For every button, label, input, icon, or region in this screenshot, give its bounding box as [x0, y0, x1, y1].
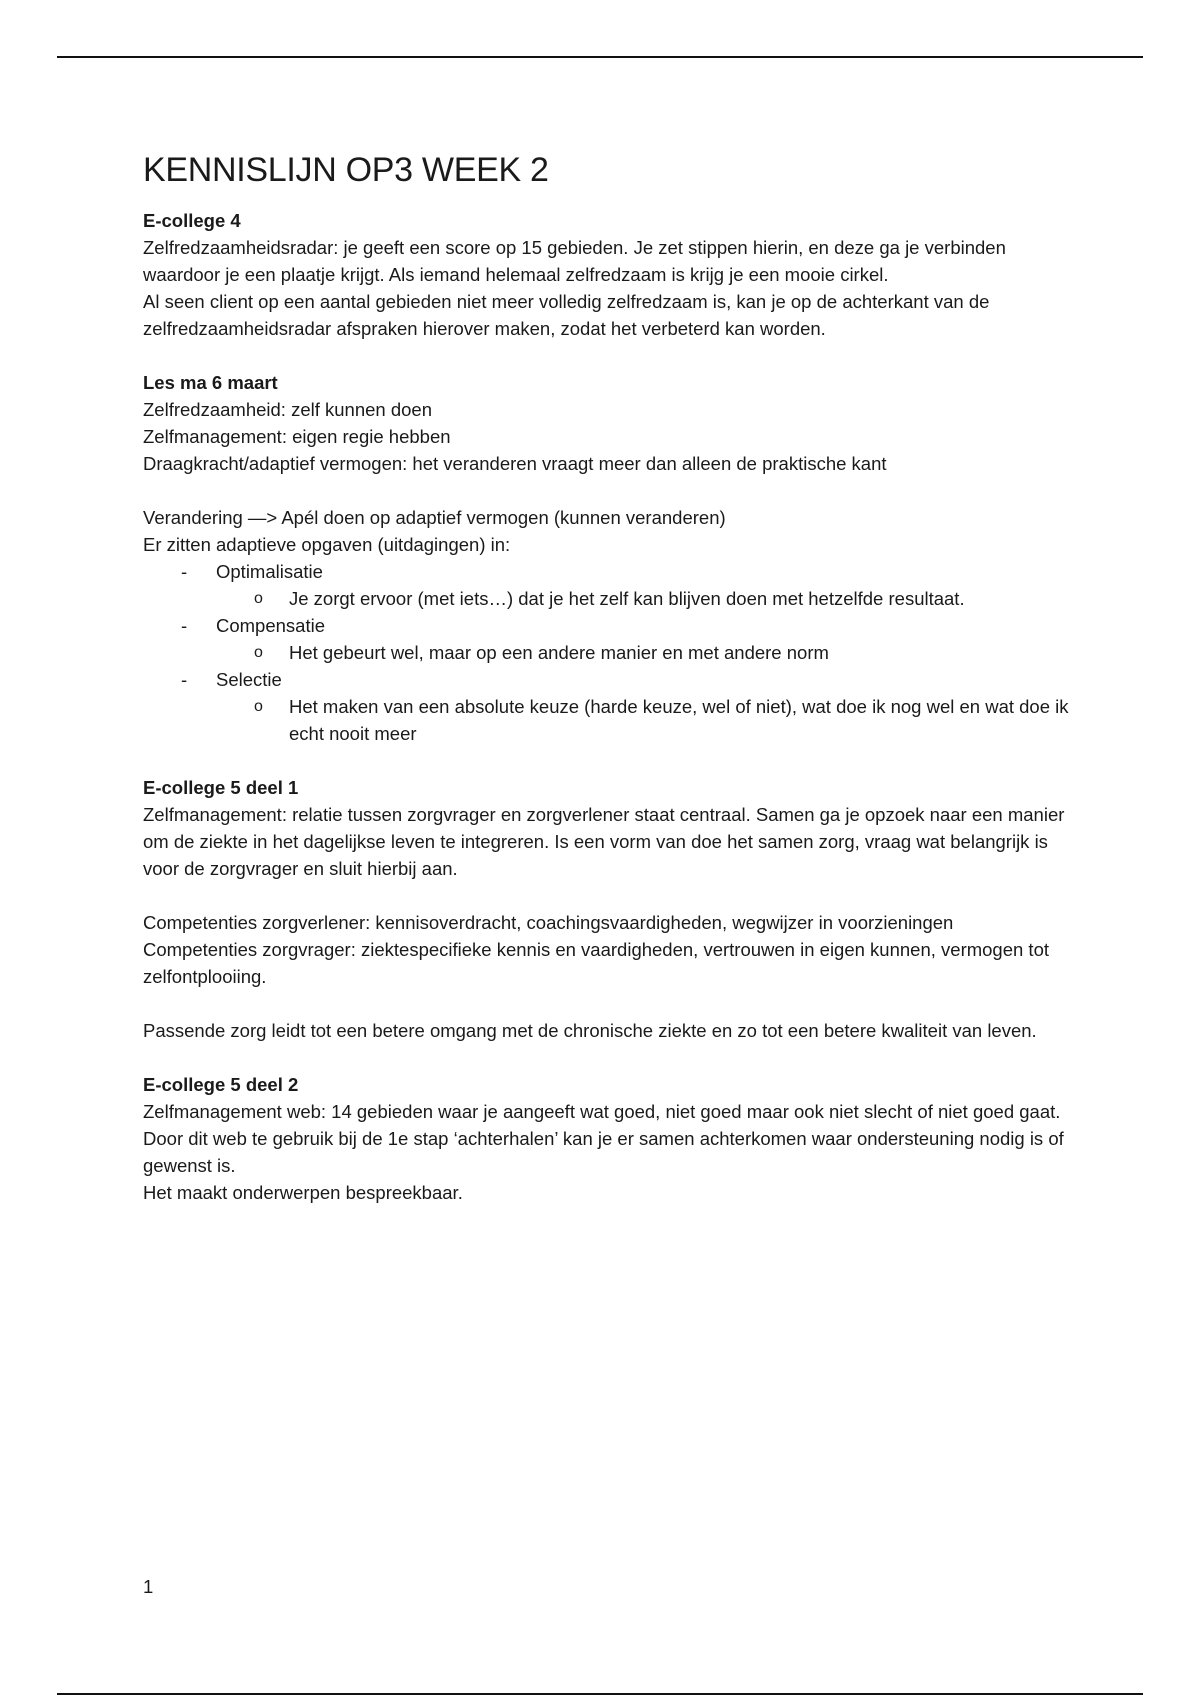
section-heading: E-college 4: [143, 210, 241, 231]
page-number: 1: [143, 1576, 154, 1597]
paragraph: Draagkracht/adaptief vermogen: het veranderen vraagt meer dan alleen de praktische kant: [143, 453, 887, 474]
paragraph: Het maakt onderwerpen bespreekbaar.: [143, 1182, 463, 1203]
section-heading: E-college 5 deel 2: [143, 1074, 299, 1095]
section-ecollege-4: [143, 207, 1073, 342]
adaptive-tasks-list: [143, 558, 1073, 747]
paragraph: Passende zorg leidt tot een betere omgang met de chronische ziekte en zo tot een betere kwaliteit van leven.: [143, 1020, 1037, 1041]
sub-list-item: [216, 693, 1073, 747]
header-rule: [57, 56, 1143, 58]
paragraph: Verandering —> Apél doen op adaptief vermogen (kunnen veranderen): [143, 507, 726, 528]
dash-bullet-icon: -: [181, 669, 188, 690]
list-item-label: Optimalisatie: [216, 561, 323, 582]
document-title: KENNISLIJN OP3 WEEK 2: [143, 151, 549, 189]
list-item: [143, 558, 1073, 612]
section-ecollege-5-deel-1: [143, 774, 1073, 1044]
circle-bullet-icon: o: [254, 644, 263, 661]
paragraph: Er zitten adaptieve opgaven (uitdagingen) in:: [143, 534, 511, 555]
list-item: [143, 612, 1073, 666]
blank-line: [143, 990, 1073, 1017]
list-item: [143, 666, 1073, 747]
list-item-label: Compensatie: [216, 615, 326, 636]
circle-bullet-icon: o: [254, 698, 263, 715]
section-ecollege-5-deel-2: [143, 1071, 1073, 1206]
paragraph: Zelfmanagement web: 14 gebieden waar je aangeeft wat goed, niet goed maar ook niet slecht of niet goed gaat. Door dit web te gebruik bij de 1e stap ‘achterhalen’ kan je er samen achterkomen waar ondersteuning nodig is of gewenst is.: [143, 1101, 1064, 1176]
page-content: [143, 148, 1073, 1233]
sub-list: [216, 639, 1073, 666]
sub-list-item-text: Het gebeurt wel, maar op een andere manier en met andere norm: [289, 642, 829, 663]
paragraph: Zelfredzaamheid: zelf kunnen doen: [143, 399, 432, 420]
paragraph: Competenties zorgvrager: ziektespecifieke kennis en vaardigheden, vertrouwen in eigen kunnen, vermogen tot zelfontplooiing.: [143, 939, 1050, 987]
sub-list-item-text: Het maken van een absolute keuze (harde keuze, wel of niet), wat doe ik nog wel en wat doe ik echt nooit meer: [289, 696, 1069, 744]
list-item-label: Selectie: [216, 669, 282, 690]
paragraph: Zelfredzaamheidsradar: je geeft een score op 15 gebieden. Je zet stippen hierin, en deze ga je verbinden waardoor je een plaatje krijgt. Als iemand helemaal zelfredzaam is krijg je een mooie cirkel.: [143, 237, 1006, 285]
blank-line: [143, 882, 1073, 909]
paragraph: Zelfmanagement: eigen regie hebben: [143, 426, 451, 447]
section-verandering: [143, 504, 1073, 747]
dash-bullet-icon: -: [181, 561, 188, 582]
footer-rule: [57, 1693, 1143, 1695]
section-heading: E-college 5 deel 1: [143, 777, 299, 798]
paragraph: Competenties zorgverlener: kennisoverdracht, coachingsvaardigheden, wegwijzer in voorzieningen: [143, 912, 954, 933]
paragraph: Al seen client op een aantal gebieden niet meer volledig zelfredzaam is, kan je op de achterkant van de zelfredzaamheidsradar afspraken hierover maken, zodat het verbeterd kan worden.: [143, 291, 990, 339]
section-les-ma-6-maart: [143, 369, 1073, 477]
circle-bullet-icon: o: [254, 590, 263, 607]
section-heading: Les ma 6 maart: [143, 372, 278, 393]
sub-list: [216, 693, 1073, 747]
paragraph: Zelfmanagement: relatie tussen zorgvrager en zorgverlener staat centraal. Samen ga je opzoek naar een manier om de ziekte in het dagelijkse leven te integreren. Is een vorm van doe het samen zorg, vraag wat belangrijk is voor de zorgvrager en sluit hierbij aan.: [143, 804, 1065, 879]
sub-list-item: [216, 639, 1073, 666]
dash-bullet-icon: -: [181, 615, 188, 636]
sub-list-item-text: Je zorgt ervoor (met iets…) dat je het zelf kan blijven doen met hetzelfde resultaat.: [289, 588, 965, 609]
sub-list-item: [216, 585, 1073, 612]
sub-list: [216, 585, 1073, 612]
